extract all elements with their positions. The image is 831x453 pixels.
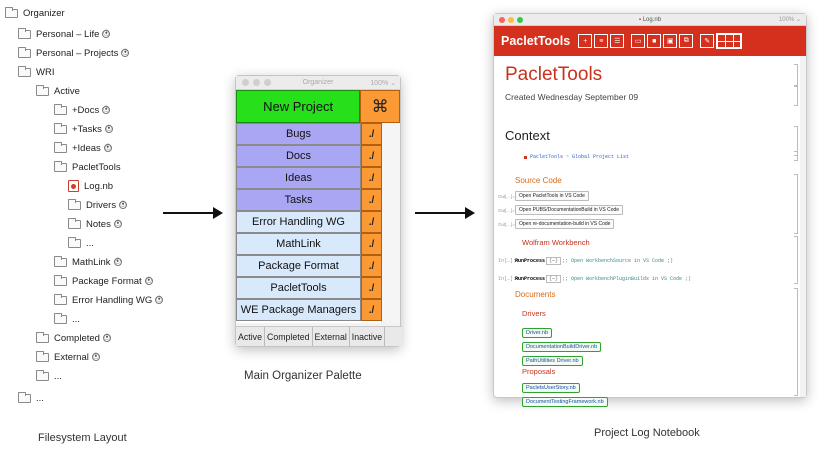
alias-icon: ⦿: [92, 352, 100, 360]
folder-icon: [68, 239, 81, 248]
toolbar-brand: PacletTools: [501, 34, 571, 48]
caption-palette: Main Organizer Palette: [244, 370, 362, 382]
placeholder-token: {⋯}: [546, 275, 561, 283]
log-notebook-window: [493, 13, 807, 405]
tree-item-label: WRI: [36, 66, 55, 78]
notebook-file-icon: ▪: [638, 16, 643, 23]
project-button[interactable]: WE Package Managers: [236, 299, 361, 321]
source-code-link: [498, 191, 589, 201]
palette-project-row: [236, 189, 382, 211]
folder-icon: [54, 125, 67, 134]
tree-item-folder[interactable]: [18, 25, 110, 43]
tree-item-label: Organizer: [23, 7, 65, 19]
source-code-link: [498, 219, 614, 229]
alias-icon: ⦿: [114, 257, 121, 265]
alias-icon: ⦿: [145, 276, 152, 284]
open-folder-icon[interactable]: ./: [361, 255, 382, 277]
folder-icon: [54, 163, 67, 172]
drivers-subsubsection: Drivers: [522, 309, 546, 318]
out-label: Out[…]=: [498, 221, 515, 227]
tree-item-folder[interactable]: [5, 4, 65, 22]
folder-icon: [5, 9, 18, 18]
folder-icon: [18, 394, 31, 403]
open-vscode-button[interactable]: Open PUBS/DocumentationBuild in VS Code: [515, 205, 623, 215]
tree-item-folder[interactable]: [18, 44, 129, 62]
palette-project-row: [236, 211, 382, 233]
proposal-notebook-link[interactable]: DocumentTestingFramework.nb: [522, 397, 608, 407]
open-folder-icon[interactable]: ./: [361, 277, 382, 299]
project-button[interactable]: Docs: [236, 145, 361, 167]
copy-icon[interactable]: ⧉: [679, 34, 693, 48]
notebook-zoom[interactable]: 100% ⌄: [778, 17, 801, 23]
tree-item-folder[interactable]: [36, 329, 111, 347]
out-label: Out[…]=: [498, 193, 515, 199]
out-label: Out[…]=: [498, 207, 515, 213]
tree-item-folder[interactable]: [54, 139, 112, 157]
open-folder-icon[interactable]: ./: [361, 167, 382, 189]
tree-item-folder[interactable]: [68, 215, 122, 233]
palette-project-row: [236, 167, 382, 189]
command-icon[interactable]: ⌘: [360, 90, 400, 123]
tree-item-label: PacletTools: [72, 161, 121, 173]
open-folder-icon[interactable]: ./: [361, 211, 382, 233]
notebook-file-icon: [68, 180, 79, 192]
bullets-icon[interactable]: ☰: [610, 34, 624, 48]
alias-icon: ⦿: [103, 333, 111, 341]
tree-item-label: External: [54, 351, 89, 363]
alias-icon: ⦿: [114, 219, 122, 227]
new-project-button[interactable]: New Project: [236, 90, 360, 123]
placeholder-token: {⋯}: [546, 257, 561, 265]
tree-item-label: Personal – Life: [36, 28, 100, 40]
driver-notebook-link[interactable]: DocumentationBuildDriver.nb: [522, 342, 601, 352]
tree-item-label: ...: [72, 313, 80, 325]
code-comment: ;; Open WorkbenchPluginBuilds in VS Code ;): [562, 276, 692, 282]
folder-icon: [54, 277, 67, 286]
tab-active[interactable]: Active: [236, 327, 265, 346]
proposals-subsubsection: Proposals: [522, 367, 556, 376]
open-folder-icon[interactable]: ./: [361, 299, 382, 321]
tree-item-folder[interactable]: [54, 120, 113, 138]
cell-bracket[interactable]: [794, 64, 798, 86]
palette-project-row: [236, 299, 382, 321]
open-vscode-button[interactable]: Open re-documentation-build in VS Code: [515, 219, 614, 229]
function-name: RunProcess: [515, 258, 546, 264]
in-label: In[…]:=: [498, 276, 520, 282]
folder-icon: [18, 49, 31, 58]
tab-inactive[interactable]: Inactive: [350, 327, 385, 346]
tree-item-label: ...: [36, 392, 44, 404]
tree-item-folder[interactable]: [36, 367, 62, 385]
open-folder-icon[interactable]: ./: [361, 145, 382, 167]
palette-project-row: [236, 233, 382, 255]
palette-project-row: [236, 255, 382, 277]
folder-icon: [54, 258, 67, 267]
palette-project-row: [236, 123, 382, 145]
tree-item-folder[interactable]: [18, 389, 44, 407]
caption-notebook: Project Log Notebook: [594, 427, 700, 439]
proposal-notebook-link[interactable]: PacletsUserStory.nb: [522, 383, 580, 393]
notebook-title: ▪ Log.nb: [638, 16, 662, 23]
tree-item-label: Log.nb: [84, 180, 114, 192]
project-button[interactable]: Bugs: [236, 123, 361, 145]
list-icon[interactable]: ≡: [594, 34, 608, 48]
alias-icon: ⦿: [119, 200, 127, 208]
tree-item-folder[interactable]: [54, 253, 122, 271]
filesystem-tree: [0, 0, 200, 420]
grid-view-icon[interactable]: [716, 33, 742, 49]
cell-bracket[interactable]: [794, 236, 798, 284]
tree-item-label: ...: [54, 370, 62, 382]
organizer-palette-window: [235, 75, 401, 347]
tree-item-folder[interactable]: [54, 101, 110, 119]
screen-icon[interactable]: ▣: [663, 34, 677, 48]
notebook-created-date: Created Wednesday September 09: [505, 92, 639, 102]
open-folder-icon[interactable]: ./: [361, 189, 382, 211]
palette-title: Organizer: [302, 79, 334, 86]
palette-tabs: [236, 326, 402, 346]
tree-item-folder[interactable]: [68, 196, 127, 214]
palette-scrollbar[interactable]: [381, 123, 400, 323]
cell-bracket[interactable]: [794, 288, 798, 396]
palette-project-row: [236, 145, 382, 167]
run-process-cell[interactable]: [498, 275, 691, 283]
notebook-heading: PacletTools: [505, 64, 603, 85]
project-button[interactable]: PacletTools: [236, 277, 361, 299]
tree-item-label: +Ideas: [72, 142, 101, 154]
in-label: In[…]:=: [498, 258, 520, 264]
code-comment: ;; Open WorkbenchSource in VS Code ;): [562, 258, 674, 264]
palette-titlebar: [236, 76, 400, 90]
source-code-subsection: Source Code: [515, 176, 562, 185]
tree-item-folder[interactable]: [36, 348, 100, 366]
function-name: RunProcess: [515, 276, 546, 282]
tree-item-label: Notes: [86, 218, 111, 230]
tree-item-label: +Docs: [72, 104, 100, 116]
arrow-tree-to-palette: [163, 212, 215, 214]
folder-icon: [18, 30, 31, 39]
tab-external[interactable]: External: [313, 327, 350, 346]
arrow-palette-to-notebook: [415, 212, 467, 214]
plus-icon[interactable]: +: [578, 34, 592, 48]
driver-notebook-link[interactable]: PathUtilities Driver.nb: [522, 356, 583, 366]
folder-icon: [36, 372, 49, 381]
context-section: Context: [505, 128, 550, 143]
run-process-cell[interactable]: [498, 257, 673, 265]
note-icon[interactable]: ▭: [631, 34, 645, 48]
documents-subsection: Documents: [515, 290, 556, 299]
tree-item-folder[interactable]: [36, 82, 80, 100]
folder-icon: [54, 106, 67, 115]
workbench-subsection: Wolfram Workbench: [522, 238, 590, 247]
tree-item-label: Drivers: [86, 199, 117, 211]
alias-icon: ⦿: [103, 29, 110, 37]
notebook-titlebar: [494, 14, 806, 26]
folder-icon: [36, 334, 49, 343]
project-button[interactable]: Error Handling WG: [236, 211, 361, 233]
tree-item-label: Error Handling WG: [72, 294, 153, 306]
tree-item-label: Active: [54, 85, 80, 97]
edit-icon[interactable]: ✎: [700, 34, 714, 48]
open-folder-icon[interactable]: ./: [361, 123, 382, 145]
project-list: [236, 123, 400, 323]
bookmark-icon[interactable]: ■: [647, 34, 661, 48]
alias-icon: ⦿: [122, 48, 129, 56]
tree-item-notebook[interactable]: [68, 177, 113, 195]
cell-bracket[interactable]: [794, 174, 798, 234]
open-folder-icon[interactable]: ./: [361, 233, 382, 255]
global-project-link[interactable]: PacletTools ~ Global Project List: [524, 154, 629, 160]
palette-project-row: [236, 277, 382, 299]
cell-bracket[interactable]: [794, 151, 798, 161]
notebook-scrollbar[interactable]: [800, 56, 806, 397]
folder-icon: [36, 353, 49, 362]
tree-item-folder[interactable]: [54, 158, 121, 176]
bullet-icon: [524, 156, 527, 159]
caption-filesystem: Filesystem Layout: [38, 432, 127, 444]
alias-icon: ⦿: [156, 295, 163, 303]
tree-item-folder[interactable]: [54, 310, 80, 328]
tree-item-folder[interactable]: [54, 291, 163, 309]
project-button[interactable]: MathLink: [236, 233, 361, 255]
project-button[interactable]: Tasks: [236, 189, 361, 211]
alias-icon: ⦿: [104, 143, 112, 151]
folder-icon: [54, 296, 67, 305]
tab-completed[interactable]: Completed: [265, 327, 313, 346]
folder-icon: [54, 144, 67, 153]
folder-icon: [36, 87, 49, 96]
project-button[interactable]: Package Format: [236, 255, 361, 277]
tree-item-label: Personal – Projects: [36, 47, 119, 59]
alias-icon: ⦿: [102, 105, 110, 113]
driver-notebook-link[interactable]: Driver.nb: [522, 328, 552, 338]
folder-icon: [54, 315, 67, 324]
tree-item-label: MathLink: [72, 256, 111, 268]
project-button[interactable]: Ideas: [236, 167, 361, 189]
open-vscode-button[interactable]: Open PacletTools in VS Code: [515, 191, 589, 201]
tree-item-folder[interactable]: [18, 63, 54, 81]
source-code-link: [498, 205, 623, 215]
folder-icon: [68, 201, 81, 210]
tree-item-label: +Tasks: [72, 123, 102, 135]
folder-icon: [18, 68, 31, 77]
folder-icon: [68, 220, 81, 229]
tree-item-label: ...: [86, 237, 94, 249]
tree-item-label: Completed: [54, 332, 100, 344]
tree-item-folder[interactable]: [68, 234, 94, 252]
cell-bracket[interactable]: [794, 86, 798, 106]
tree-item-folder[interactable]: [54, 272, 153, 290]
notebook-toolbar: [494, 26, 806, 56]
notebook-content: [494, 56, 806, 405]
palette-zoom[interactable]: 100% ⌄: [370, 79, 396, 87]
tree-item-label: Package Format: [72, 275, 142, 287]
alias-icon: ⦿: [105, 124, 113, 132]
